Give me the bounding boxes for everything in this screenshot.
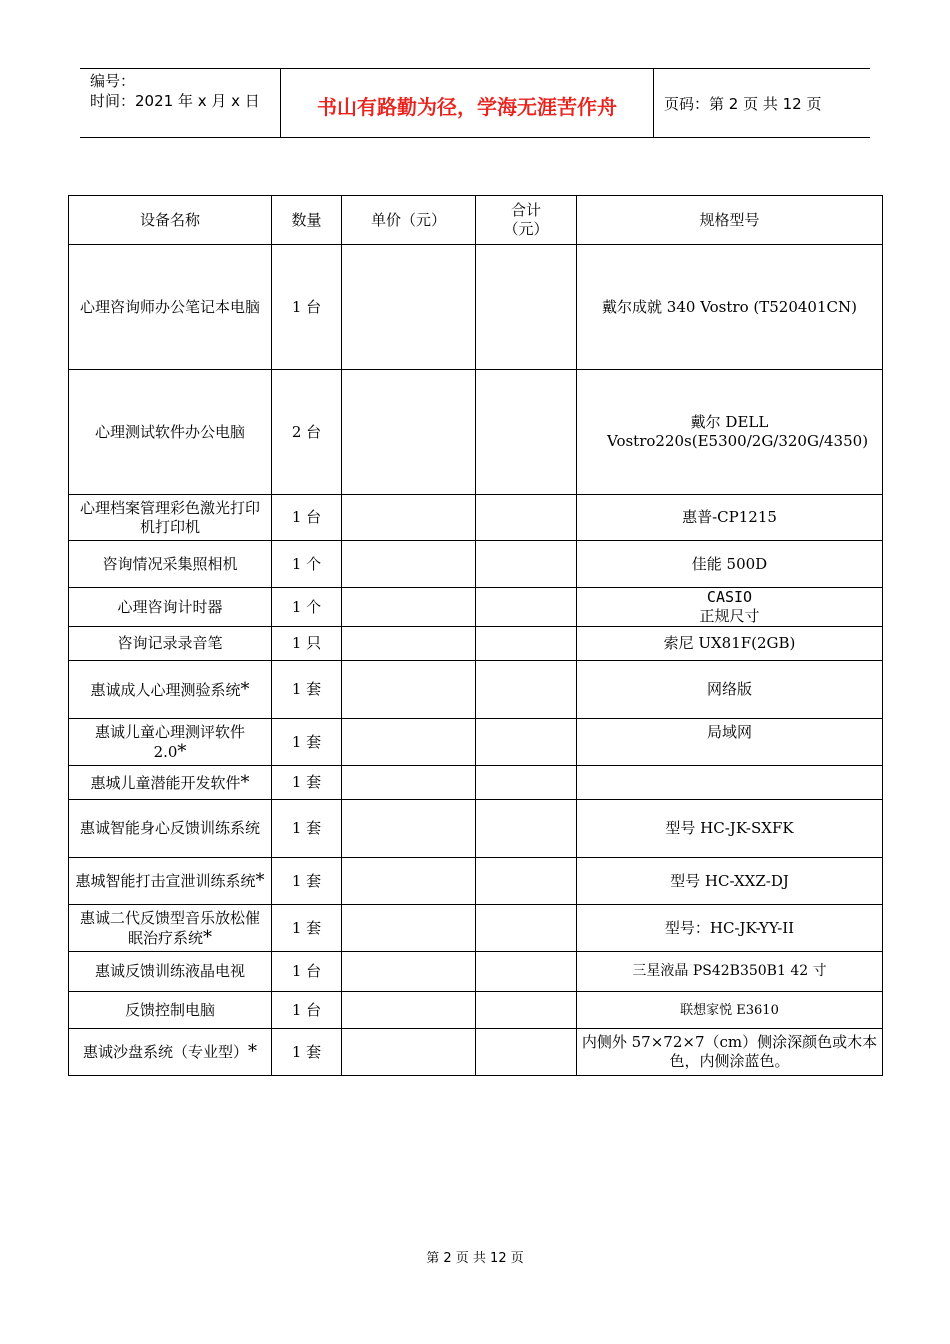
table-row bbox=[69, 661, 883, 719]
cell-spec: 局域网 bbox=[577, 719, 883, 766]
cell-qty: 1 个 bbox=[272, 541, 342, 588]
cell-qty: 1 套 bbox=[272, 800, 342, 858]
name-text: 惠城儿童潜能开发软件 bbox=[90, 773, 241, 792]
cell-spec: 戴尔成就 340 Vostro (T520401CN) bbox=[577, 245, 883, 370]
cell-name: 心理咨询师办公笔记本电脑 bbox=[69, 245, 272, 370]
cell-total bbox=[476, 661, 577, 719]
cell-total bbox=[476, 858, 577, 905]
cell-unit-price bbox=[342, 661, 476, 719]
asterisk-mark: * bbox=[177, 740, 187, 762]
cell-qty: 1 套 bbox=[272, 766, 342, 800]
cell-qty: 1 套 bbox=[272, 719, 342, 766]
header-name: 设备名称 bbox=[69, 196, 272, 245]
cell-name bbox=[69, 719, 272, 766]
asterisk-mark: * bbox=[255, 870, 265, 891]
cell-total bbox=[476, 541, 577, 588]
cell-spec: 型号：HC-JK-YY-II bbox=[577, 905, 883, 952]
cell-unit-price bbox=[342, 370, 476, 495]
cell-name: 咨询情况采集照相机 bbox=[69, 541, 272, 588]
equipment-table bbox=[68, 195, 883, 1076]
header-spec: 规格型号 bbox=[577, 196, 883, 245]
table-row bbox=[69, 1029, 883, 1076]
number-label: 编号： bbox=[90, 72, 136, 90]
table-row bbox=[69, 588, 883, 627]
cell-name: 心理档案管理彩色激光打印机打印机 bbox=[69, 495, 272, 541]
table-row bbox=[69, 245, 883, 370]
table-row bbox=[69, 905, 883, 952]
table-row bbox=[69, 952, 883, 992]
cell-unit-price bbox=[342, 588, 476, 627]
cell-spec: 型号 HC-XXZ-DJ bbox=[577, 858, 883, 905]
cell-spec: 佳能 500D bbox=[577, 541, 883, 588]
cell-spec bbox=[577, 588, 883, 627]
cell-total bbox=[476, 627, 577, 661]
cell-spec: 型号 HC-JK-SXFK bbox=[577, 800, 883, 858]
cell-qty: 1 套 bbox=[272, 905, 342, 952]
name-text: 惠城智能打击宣泄训练系统 bbox=[75, 872, 256, 890]
cell-name: 惠诚反馈训练液晶电视 bbox=[69, 952, 272, 992]
header-unit-price: 单价（元） bbox=[342, 196, 476, 245]
page-indicator: 页码：第 2 页 共 12 页 bbox=[664, 94, 822, 113]
cell-unit-price bbox=[342, 541, 476, 588]
table-row bbox=[69, 800, 883, 858]
table-row bbox=[69, 370, 883, 495]
header-total: 合计（元） bbox=[476, 196, 577, 245]
spec-line-size: 正规尺寸 bbox=[699, 607, 760, 625]
time-label: 时间：2021 年 x 月 x 日 bbox=[90, 92, 260, 110]
asterisk-mark: * bbox=[203, 926, 212, 948]
cell-name bbox=[69, 766, 272, 800]
table-row bbox=[69, 719, 883, 766]
cell-name: 惠诚智能身心反馈训练系统 bbox=[69, 800, 272, 858]
cell-name: 咨询记录录音笔 bbox=[69, 627, 272, 661]
page-footer: 第 2 页 共 12 页 bbox=[426, 1251, 524, 1266]
cell-total bbox=[476, 992, 577, 1029]
asterisk-mark: * bbox=[240, 678, 250, 700]
cell-spec bbox=[577, 766, 883, 800]
cell-name: 心理测试软件办公电脑 bbox=[69, 370, 272, 495]
asterisk-mark: * bbox=[240, 771, 250, 793]
cell-qty: 1 套 bbox=[272, 1029, 342, 1076]
cell-name bbox=[69, 858, 272, 905]
cell-unit-price bbox=[342, 766, 476, 800]
spec-line-brand: CASIO bbox=[706, 588, 753, 606]
name-text: 惠诚二代反馈型音乐放松催眠治疗系统 bbox=[79, 908, 260, 947]
cell-qty: 1 台 bbox=[272, 245, 342, 370]
cell-spec: 戴尔 DELL Vostro220s(E5300/2G/320G/4350) bbox=[577, 370, 883, 495]
name-text: 惠诚沙盘系统（专业型） bbox=[82, 1043, 248, 1061]
table-row bbox=[69, 495, 883, 541]
cell-spec: 联想家悦 E3610 bbox=[577, 992, 883, 1029]
table-row bbox=[69, 766, 883, 800]
cell-total bbox=[476, 245, 577, 370]
asterisk-mark: * bbox=[248, 1041, 257, 1062]
table-row bbox=[69, 541, 883, 588]
cell-total bbox=[476, 588, 577, 627]
cell-total bbox=[476, 370, 577, 495]
cell-unit-price bbox=[342, 992, 476, 1029]
cell-spec: 网络版 bbox=[577, 661, 883, 719]
cell-total bbox=[476, 800, 577, 858]
cell-unit-price bbox=[342, 719, 476, 766]
cell-qty: 1 台 bbox=[272, 495, 342, 541]
cell-total bbox=[476, 952, 577, 992]
cell-name bbox=[69, 1029, 272, 1076]
cell-spec: 惠普-CP1215 bbox=[577, 495, 883, 541]
cell-total bbox=[476, 766, 577, 800]
cell-unit-price bbox=[342, 495, 476, 541]
cell-name: 反馈控制电脑 bbox=[69, 992, 272, 1029]
cell-qty: 2 台 bbox=[272, 370, 342, 495]
cell-spec: 三星液晶 PS42B350B1 42 寸 bbox=[577, 952, 883, 992]
cell-spec: 索尼 UX81F(2GB) bbox=[577, 627, 883, 661]
header-meta bbox=[80, 69, 281, 137]
cell-qty: 1 个 bbox=[272, 588, 342, 627]
cell-name bbox=[69, 661, 272, 719]
cell-unit-price bbox=[342, 800, 476, 858]
motto: 书山有路勤为径，学海无涯苦作舟 bbox=[281, 69, 654, 137]
cell-unit-price bbox=[342, 1029, 476, 1076]
cell-total bbox=[476, 495, 577, 541]
cell-total bbox=[476, 719, 577, 766]
cell-qty: 1 套 bbox=[272, 858, 342, 905]
page-header bbox=[80, 68, 870, 138]
cell-qty: 1 台 bbox=[272, 952, 342, 992]
cell-unit-price bbox=[342, 905, 476, 952]
table-header-row bbox=[69, 196, 883, 245]
cell-total bbox=[476, 905, 577, 952]
cell-total bbox=[476, 1029, 577, 1076]
cell-qty: 1 只 bbox=[272, 627, 342, 661]
cell-qty: 1 套 bbox=[272, 661, 342, 719]
header-qty: 数量 bbox=[272, 196, 342, 245]
table-row bbox=[69, 627, 883, 661]
cell-unit-price bbox=[342, 627, 476, 661]
cell-unit-price bbox=[342, 858, 476, 905]
cell-name bbox=[69, 905, 272, 952]
cell-spec: 内侧外 57×72×7（cm）侧涂深颜色或木本色，内侧涂蓝色。 bbox=[577, 1029, 883, 1076]
cell-unit-price bbox=[342, 952, 476, 992]
name-text: 惠诚儿童心理测评软件 2.0 bbox=[94, 722, 245, 761]
name-text: 惠诚成人心理测验系统 bbox=[90, 680, 241, 699]
cell-unit-price bbox=[342, 245, 476, 370]
cell-name: 心理咨询计时器 bbox=[69, 588, 272, 627]
table-row bbox=[69, 992, 883, 1029]
table-row bbox=[69, 858, 883, 905]
cell-qty: 1 台 bbox=[272, 992, 342, 1029]
